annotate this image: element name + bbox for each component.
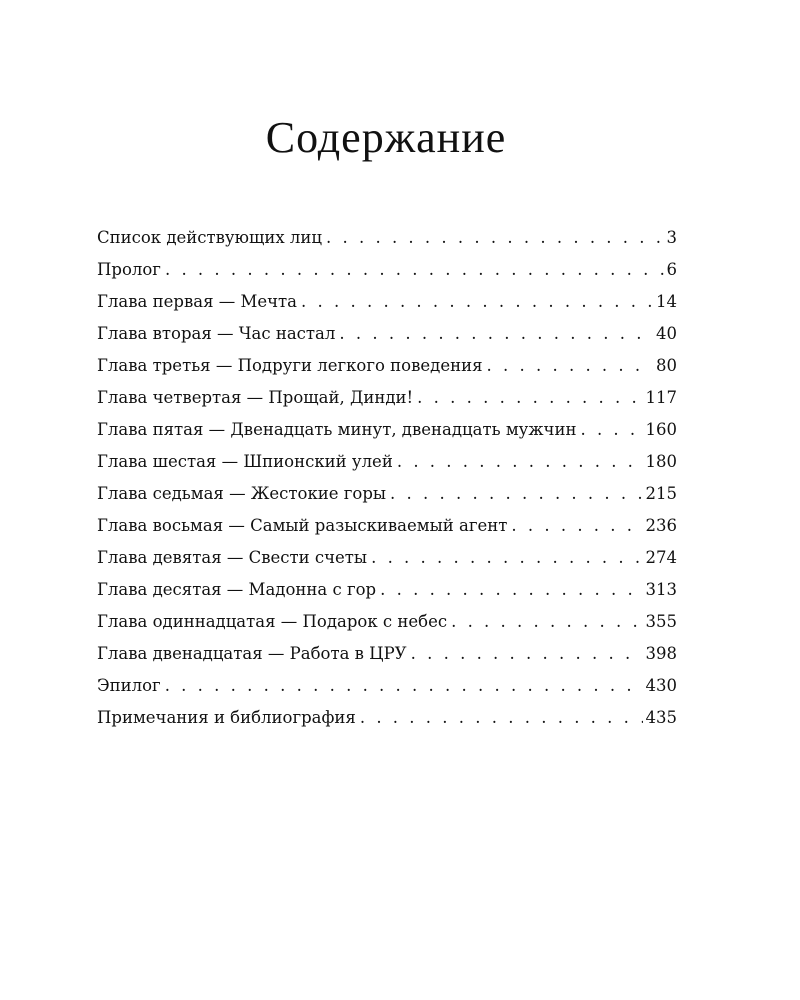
toc-entry	[97, 382, 677, 414]
toc-entry-label: Список действующих лиц	[97, 228, 322, 247]
toc-entry-label: Глава седьмая — Жестокие горы	[97, 484, 387, 503]
toc-entry-label: Глава третья — Подруги легкого поведения	[97, 356, 483, 375]
dot-leader	[511, 510, 642, 542]
toc-entry	[97, 254, 677, 286]
dot-leader	[165, 254, 664, 286]
toc-entry	[97, 510, 677, 542]
toc-entry	[97, 702, 677, 734]
toc-entry-page: 355	[645, 612, 677, 631]
toc-entry-label: Глава десятая — Мадонна с гор	[97, 580, 377, 599]
toc-entry-label: Глава вторая — Час настал	[97, 324, 336, 343]
toc-entry-page: 435	[645, 708, 677, 727]
toc-entry-page: 14	[656, 292, 677, 311]
toc-entry	[97, 350, 677, 382]
toc-entry-page: 6	[666, 260, 677, 279]
toc-entry-page: 160	[645, 420, 677, 439]
table-of-contents	[97, 222, 677, 734]
toc-entry-page: 430	[645, 676, 677, 695]
toc-entry	[97, 606, 677, 638]
dot-leader	[411, 638, 643, 670]
toc-entry-label: Глава девятая — Свести счеты	[97, 548, 368, 567]
dot-leader	[451, 606, 642, 638]
toc-entry-label: Эпилог	[97, 676, 161, 695]
toc-entry-page: 80	[656, 356, 677, 375]
dot-leader	[165, 670, 643, 702]
toc-entry-page: 117	[645, 388, 677, 407]
toc-entry-label: Пролог	[97, 260, 161, 279]
toc-entry	[97, 670, 677, 702]
toc-entry	[97, 446, 677, 478]
toc-entry-label: Примечания и библиография	[97, 708, 356, 727]
dot-leader	[326, 222, 664, 254]
toc-entry-label: Глава шестая — Шпионский улей	[97, 452, 393, 471]
toc-entry-label: Глава двенадцатая — Работа в ЦРУ	[97, 644, 407, 663]
toc-entry-page: 180	[645, 452, 677, 471]
toc-entry	[97, 286, 677, 318]
toc-entry	[97, 318, 677, 350]
dot-leader	[397, 446, 643, 478]
toc-entry-label: Глава восьмая — Самый разыскиваемый агент	[97, 516, 508, 535]
dot-leader	[371, 542, 642, 574]
toc-entry	[97, 542, 677, 574]
dot-leader	[390, 478, 642, 510]
toc-entry-label: Глава первая — Мечта	[97, 292, 297, 311]
toc-entry-page: 215	[645, 484, 677, 503]
toc-entry-label: Глава одиннадцатая — Подарок с небес	[97, 612, 448, 631]
toc-entry	[97, 222, 677, 254]
toc-entry-page: 398	[645, 644, 677, 663]
dot-leader	[380, 574, 642, 606]
dot-leader	[339, 318, 653, 350]
toc-entry-label: Глава пятая — Двенадцать минут, двенадцать мужчин	[97, 420, 577, 439]
toc-entry-page: 313	[645, 580, 677, 599]
toc-entry-page: 40	[656, 324, 677, 343]
toc-entry-page: 3	[666, 228, 677, 247]
dot-leader	[580, 414, 642, 446]
toc-entry-label: Глава четвертая — Прощай, Динди!	[97, 388, 414, 407]
dot-leader	[487, 350, 654, 382]
toc-entry	[97, 574, 677, 606]
toc-entry	[97, 638, 677, 670]
toc-entry	[97, 478, 677, 510]
toc-entry-page: 274	[645, 548, 677, 567]
toc-entry	[97, 414, 677, 446]
dot-leader	[417, 382, 642, 414]
toc-entry-page: 236	[645, 516, 677, 535]
dot-leader	[301, 286, 653, 318]
dot-leader	[360, 702, 643, 734]
page-title: Содержание	[265, 113, 507, 162]
